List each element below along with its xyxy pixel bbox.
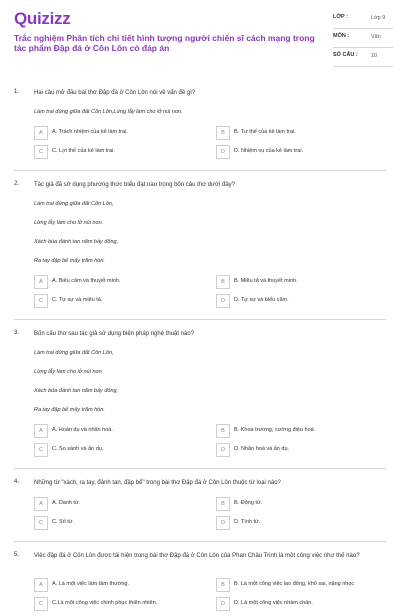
- meta-value: Văn: [371, 34, 381, 40]
- option-text: D. Nhiệm vụ của kẻ làm trai.: [234, 148, 304, 154]
- question-divider: [14, 319, 386, 320]
- option-letter-box: D: [216, 597, 230, 611]
- answer-option-d[interactable]: [216, 294, 386, 308]
- options-row: [34, 275, 390, 294]
- option-letter-box: A: [34, 126, 48, 140]
- poem-excerpt: [0, 344, 400, 420]
- poem-line: Làm trai đứng giữa đất Côn Lôn,: [34, 201, 114, 207]
- question-text: Bốn câu thơ sau tác giả sử dụng biện pháp nghệ thuật nào?: [34, 331, 195, 337]
- worksheet-title: Trắc nghiệm Phân tích chi tiết hình tượng người chiến sĩ cách mạng trong tác phẩm Đập đá ở Côn Lôn có đáp án: [14, 33, 315, 53]
- question-text: Hai câu mở đầu bài thơ Đập đá ở Côn Lôn nói về vấn đề gì?: [34, 90, 196, 96]
- option-text: D. Tính từ.: [234, 519, 261, 525]
- meta-label: MÔN :: [333, 33, 350, 39]
- question-block: [0, 85, 400, 171]
- options-row: [34, 497, 390, 516]
- answer-option-c[interactable]: [34, 145, 204, 159]
- poem-line: Lừng lẫy làm cho lở núi non.: [34, 220, 104, 226]
- answer-option-b[interactable]: [216, 275, 386, 289]
- question-divider: [14, 468, 386, 469]
- meta-subject: [333, 29, 393, 48]
- answer-option-b[interactable]: [216, 497, 386, 511]
- answer-option-a[interactable]: [34, 424, 204, 438]
- poem-line: Xách búa đánh tan năm bảy đống,: [34, 388, 119, 394]
- option-text: B. Khoa trương, cường điệu hoá.: [234, 427, 316, 433]
- question-number: 3.: [14, 330, 20, 336]
- poem-line: Xách búa đánh tan năm bảy đống,: [34, 239, 119, 245]
- option-text: D. Là một công việc nhàm chán.: [234, 600, 313, 606]
- meta-value: 10: [371, 53, 378, 59]
- meta-label: SỐ CÂU :: [333, 52, 358, 58]
- question-text: Những từ "xách, ra tay, đánh tan, đập bể" trong bài thơ Đập đá ở Côn Lôn thuộc từ loại nào?: [34, 480, 281, 486]
- options-row: [34, 294, 390, 313]
- question-block: [0, 177, 400, 320]
- option-text: C. Tự sự và miêu tả.: [52, 297, 103, 303]
- option-letter-box: B: [216, 126, 230, 140]
- answer-option-c[interactable]: [34, 597, 204, 611]
- question-block: [0, 326, 400, 469]
- options-row: [34, 516, 390, 535]
- answer-option-d[interactable]: [216, 145, 386, 159]
- option-letter-box: B: [216, 424, 230, 438]
- meta-label: LỚP :: [333, 14, 348, 20]
- poem-line: Ra tay đập bể mấy trăm hòn.: [34, 407, 105, 413]
- options-row: [34, 597, 390, 616]
- meta-grade: [333, 10, 393, 29]
- option-text: C. Lợi thế của kẻ làm trai.: [52, 148, 115, 154]
- option-letter-box: A: [34, 275, 48, 289]
- option-letter-box: D: [216, 516, 230, 530]
- quizizz-logo: Quizizz: [14, 9, 71, 28]
- answer-option-b[interactable]: [216, 424, 386, 438]
- option-text: A. Danh từ.: [52, 500, 81, 506]
- option-letter-box: D: [216, 443, 230, 457]
- options-row: [34, 443, 390, 462]
- question-block: [0, 475, 400, 542]
- question-header: [0, 475, 400, 489]
- answer-option-c[interactable]: [34, 443, 204, 457]
- option-text: A. Là một việc làm tầm thường.: [52, 581, 129, 587]
- question-header: [0, 548, 400, 570]
- answer-option-d[interactable]: [216, 597, 386, 611]
- question-number: 1.: [14, 89, 20, 95]
- option-text: B. Là một công việc lao động, khổ sai, nặng nhọc: [234, 581, 355, 587]
- question-text: Tác giả đã sử dụng phương thức biểu đạt nào trong bốn câu thơ dưới đây?: [34, 182, 235, 188]
- option-text: A. Trách nhiệm của kẻ làm trai.: [52, 129, 128, 135]
- option-text: A. Hoán dụ và nhân hoá.: [52, 427, 113, 433]
- option-letter-box: D: [216, 294, 230, 308]
- option-letter-box: C: [34, 597, 48, 611]
- option-text: D. Nhân hoá và ẩn dụ.: [234, 446, 290, 452]
- options-row: [34, 578, 390, 597]
- option-letter-box: D: [216, 145, 230, 159]
- options-row: [34, 145, 390, 164]
- worksheet-header: [0, 0, 400, 70]
- option-text: B. Tư thế của kẻ làm trai.: [234, 129, 296, 135]
- option-letter-box: C: [34, 516, 48, 530]
- answer-option-c[interactable]: [34, 516, 204, 530]
- option-letter-box: C: [34, 443, 48, 457]
- question-text: Việc đập đá ở Côn Lôn được tái hiện trong bài thơ Đập đá ở Côn Lôn của Phan Châu Trinh là một công việc như thế nào?: [34, 553, 360, 559]
- answer-option-b[interactable]: [216, 126, 386, 140]
- meta-value: Lớp 9: [371, 15, 386, 21]
- question-number: 4.: [14, 479, 20, 485]
- option-letter-box: B: [216, 497, 230, 511]
- answer-options: [34, 578, 390, 616]
- option-letter-box: A: [34, 578, 48, 592]
- poem-line: Làm trai đứng giữa đất Côn Lôn,: [34, 350, 114, 356]
- answer-options: [34, 275, 390, 313]
- answer-options: [34, 126, 390, 164]
- poem-line: Lừng lẫy làm cho lở núi non.: [34, 369, 104, 375]
- answer-option-a[interactable]: [34, 126, 204, 140]
- meta-count: [333, 48, 393, 67]
- question-number: 5.: [14, 552, 20, 558]
- option-letter-box: B: [216, 578, 230, 592]
- answer-option-b[interactable]: [216, 578, 386, 592]
- worksheet-meta: [333, 10, 393, 67]
- answer-option-d[interactable]: [216, 516, 386, 530]
- question-number: 2.: [14, 181, 20, 187]
- poem-line: Làm trai đứng giữa đất Côn Lôn,Lừng lẫy làm cho lở núi non.: [34, 109, 183, 115]
- answer-options: [34, 497, 390, 535]
- answer-option-a[interactable]: [34, 578, 204, 592]
- question-block: [0, 548, 400, 616]
- option-letter-box: C: [34, 145, 48, 159]
- question-divider: [14, 170, 386, 171]
- question-header: [0, 326, 400, 340]
- option-text: D. Tự sự và biểu cảm.: [234, 297, 289, 303]
- question-list: [0, 85, 400, 616]
- options-row: [34, 126, 390, 145]
- question-header: [0, 85, 400, 99]
- poem-excerpt: [0, 103, 400, 122]
- option-letter-box: C: [34, 294, 48, 308]
- option-text: C.Là một công việc chinh phục thiên nhiên.: [52, 600, 158, 606]
- question-header: [0, 177, 400, 191]
- answer-option-a[interactable]: [34, 497, 204, 511]
- option-text: C. So sánh và ẩn dụ.: [52, 446, 104, 452]
- poem-excerpt: [0, 195, 400, 271]
- option-letter-box: B: [216, 275, 230, 289]
- option-text: B. Miêu tả và thuyết minh.: [234, 278, 298, 284]
- answer-option-a[interactable]: [34, 275, 204, 289]
- answer-option-c[interactable]: [34, 294, 204, 308]
- question-divider: [14, 541, 386, 542]
- answer-options: [34, 424, 390, 462]
- option-letter-box: A: [34, 497, 48, 511]
- options-row: [34, 424, 390, 443]
- option-text: A. Biểu cảm và thuyết minh.: [52, 278, 121, 284]
- poem-line: Ra tay đập bể mấy trăm hòn.: [34, 258, 105, 264]
- answer-option-d[interactable]: [216, 443, 386, 457]
- option-letter-box: A: [34, 424, 48, 438]
- option-text: B. Động từ.: [234, 500, 263, 506]
- option-text: C. Số từ.: [52, 519, 75, 525]
